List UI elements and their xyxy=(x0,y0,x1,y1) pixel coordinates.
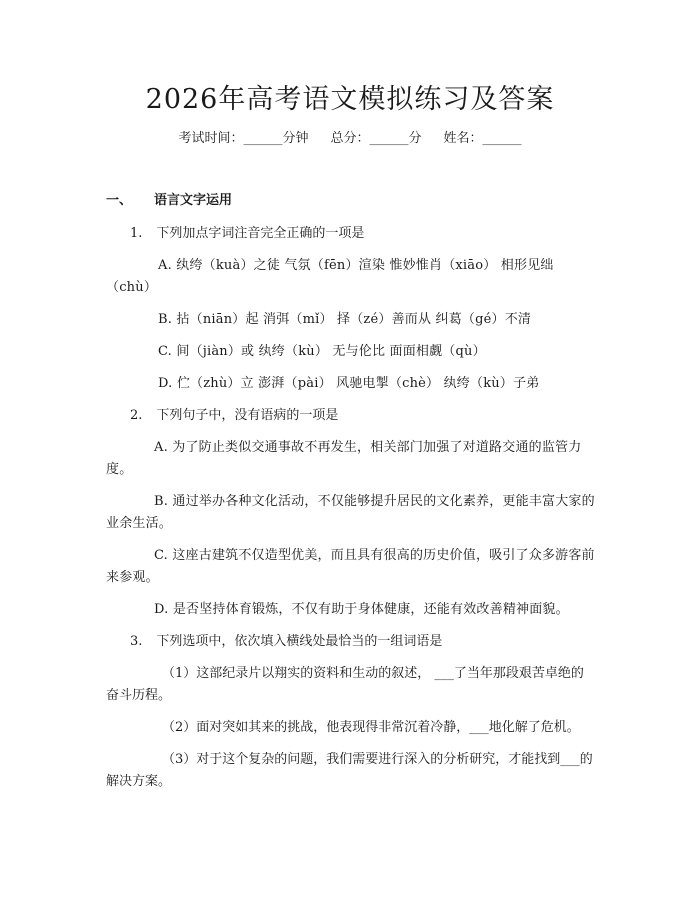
questions-body xyxy=(106,223,596,803)
student-name-blank: ______ xyxy=(482,131,522,146)
fill-blank-sentence: （1）这部纪录片以翔实的资料和生动的叙述， ___了当年那段艰苦卓绝的奋斗历程。 xyxy=(106,666,584,703)
section-number: 一、 xyxy=(106,193,133,208)
total-score-label: 总分： xyxy=(330,131,370,146)
page-title: 2026年高考语文模拟练习及答案 xyxy=(145,84,555,115)
question-option: D. 是否坚持体育锻炼，不仅有助于身体健康，还能有效改善精神面貌。 xyxy=(154,602,569,617)
section-heading xyxy=(106,190,232,212)
question-text: 下列选项中，依次填入横线处最恰当的一组词语是 xyxy=(156,634,443,649)
question-text: 下列加点字词注音完全正确的一项是 xyxy=(156,226,365,241)
question-option: A. 为了防止类似交通事故不再发生，相关部门加强了对道路交通的监管力度。 xyxy=(106,440,582,477)
question-number: 1. xyxy=(130,226,143,241)
question-stem xyxy=(106,631,596,653)
total-score-blank: ______ xyxy=(369,131,409,146)
exam-info-line xyxy=(0,128,700,150)
exam-time-label: 考试时间： xyxy=(178,131,244,146)
total-score-unit: 分 xyxy=(408,131,422,146)
student-name-label: 姓名： xyxy=(443,131,483,146)
question-option: A. 纨绔（kuà）之徒 气氛（fēn）渲染 惟妙惟肖（xiāo） 相形见绌（chù） xyxy=(106,258,554,295)
question-option: C. 间（jiàn）或 纨绔（kù） 无与伦比 面面相觑（qù） xyxy=(158,344,486,359)
exam-time-blank: ______ xyxy=(243,131,283,146)
question-stem xyxy=(106,405,596,427)
question-option: D. 伫（zhù）立 澎湃（pài） 风驰电掣（chè） 纨绔（kù）子弟 xyxy=(158,376,540,391)
fill-blank-sentence: （3）对于这个复杂的问题，我们需要进行深入的分析研究，才能找到___的解决方案。 xyxy=(106,752,593,789)
question-option: B. 通过举办各种文化活动，不仅能够提升居民的文化素养，更能丰富大家的业余生活。 xyxy=(106,494,595,531)
question-option: B. 拈（niān）起 消弭（mǐ） 择（zé）善而从 纠葛（gé）不清 xyxy=(158,312,532,327)
section-title: 语言文字运用 xyxy=(154,193,233,208)
question-option: C. 这座古建筑不仅造型优美，而且具有很高的历史价值，吸引了众多游客前来参观。 xyxy=(106,548,595,585)
exam-time-unit: 分钟 xyxy=(282,131,309,146)
fill-blank-sentence: （2）面对突如其来的挑战，他表现得非常沉着冷静，___地化解了危机。 xyxy=(162,720,580,735)
question-number: 3. xyxy=(130,634,143,649)
question-number: 2. xyxy=(130,408,143,423)
question-text: 下列句子中，没有语病的一项是 xyxy=(156,408,339,423)
question-stem xyxy=(106,223,596,245)
